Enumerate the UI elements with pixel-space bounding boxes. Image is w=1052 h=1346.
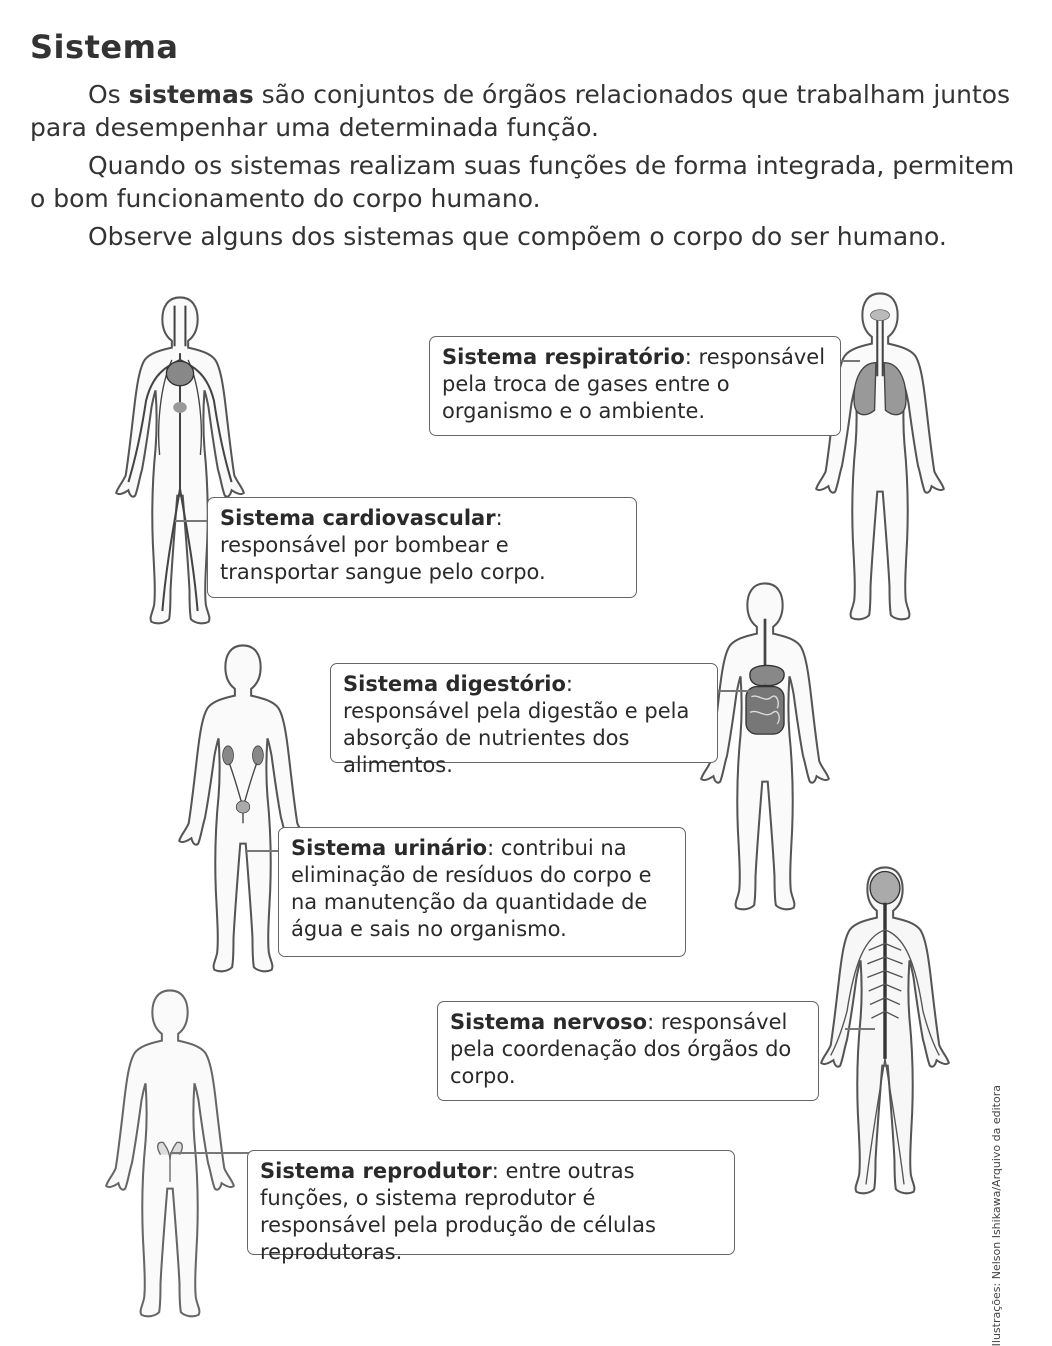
label-respiratorio: Sistema respiratório	[442, 345, 685, 369]
callout-cardiovascular: Sistema cardiovascular: responsável por bombear e transportar sangue pelo corpo.	[207, 497, 637, 598]
callout-respiratorio: Sistema respiratório: responsável pela troca de gases entre o organismo e o ambiente.	[429, 336, 841, 436]
intro-paragraph-2: Quando os sistemas realizam suas funções de forma integrada, permitem o bom funcionamento do corpo humano.	[30, 151, 1015, 213]
illustration-credit: Ilustrações: Nelson Ishikawa/Arquivo da editora	[990, 1085, 1003, 1346]
label-digestorio: Sistema digestório	[343, 672, 566, 696]
nervous-body-illustration	[800, 862, 970, 1198]
callout-digestorio: Sistema digestório: responsável pela digestão e pela absorção de nutrientes dos alimentos.	[330, 663, 718, 763]
leader-line-digestorio	[718, 690, 758, 692]
callout-urinario: Sistema urinário: contribui na eliminação de resíduos do corpo e na manutenção da quantidade de água e sais no organismo.	[278, 827, 686, 957]
intro-paragraph-3: Observe alguns dos sistemas que compõem o corpo do ser humano.	[88, 222, 947, 251]
label-urinario: Sistema urinário	[291, 836, 488, 860]
leader-line-reprodutor	[170, 1152, 255, 1154]
leader-line-nervoso	[845, 1028, 875, 1030]
intro-paragraph-1: Os sistemas são conjuntos de órgãos relacionados que trabalham juntos para desempenhar uma determinada função.	[30, 80, 1011, 142]
keyword-sistemas: sistemas	[128, 80, 254, 109]
leader-line-respiratorio	[840, 360, 860, 362]
label-cardiovascular: Sistema cardiovascular	[220, 506, 496, 530]
label-reprodutor: Sistema reprodutor	[260, 1159, 492, 1183]
page-title: Sistema	[30, 28, 179, 66]
callout-nervoso: Sistema nervoso: responsável pela coordenação dos órgãos do corpo.	[437, 1001, 819, 1101]
intro-text	[30, 78, 1035, 258]
label-nervoso: Sistema nervoso	[450, 1010, 648, 1034]
callout-reprodutor: Sistema reprodutor: entre outras funções, o sistema reprodutor é responsável pela produção de células reprodutoras.	[247, 1150, 735, 1255]
nervous-figure	[800, 862, 970, 1198]
